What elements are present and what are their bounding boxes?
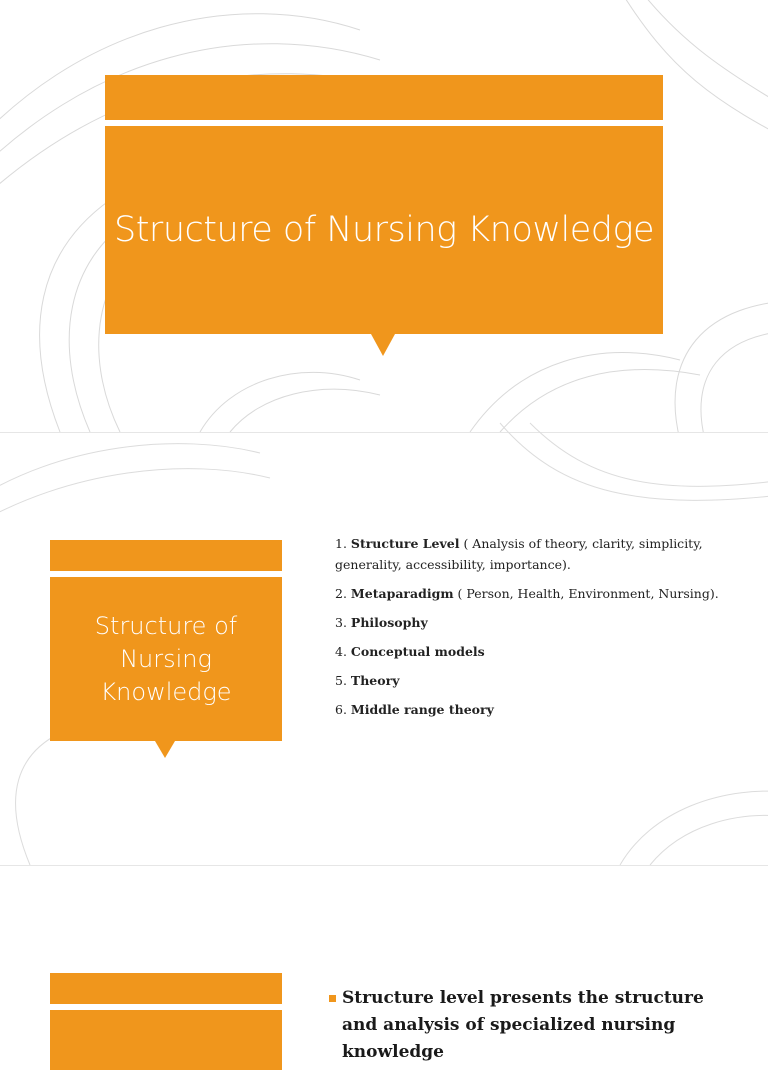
slide-title: Structure of Nursing Knowledge: [105, 126, 663, 334]
slide-title-box: [50, 1010, 282, 1070]
title-accent-bar: [105, 75, 663, 120]
list-item: 4. Conceptual models: [335, 644, 485, 659]
list-item: 5. Theory: [335, 673, 400, 688]
slide-1: [0, 0, 768, 432]
title-accent-bar: [50, 540, 282, 571]
bullet-icon: [329, 995, 336, 1002]
list-item: 1. Structure Level ( Analysis of theory, clarity, simplicity, generality, accessibility, importance).: [335, 536, 703, 572]
title-pointer: [371, 334, 395, 356]
list-item: 6. Middle range theory: [335, 702, 494, 717]
structure-list: [335, 533, 725, 728]
title-pointer: [155, 741, 175, 758]
slide-2: [0, 433, 768, 865]
title-accent-bar: [50, 973, 282, 1004]
bullet-text: Structure level presents the structure and analysis of specialized nursing knowledge: [342, 988, 704, 1062]
list-item: 2. Metaparadigm ( Person, Health, Environment, Nursing).: [335, 586, 719, 601]
list-item: 3. Philosophy: [335, 615, 428, 630]
slide-3: [0, 866, 768, 1062]
slide-title: Structure of Nursing Knowledge: [50, 577, 282, 741]
